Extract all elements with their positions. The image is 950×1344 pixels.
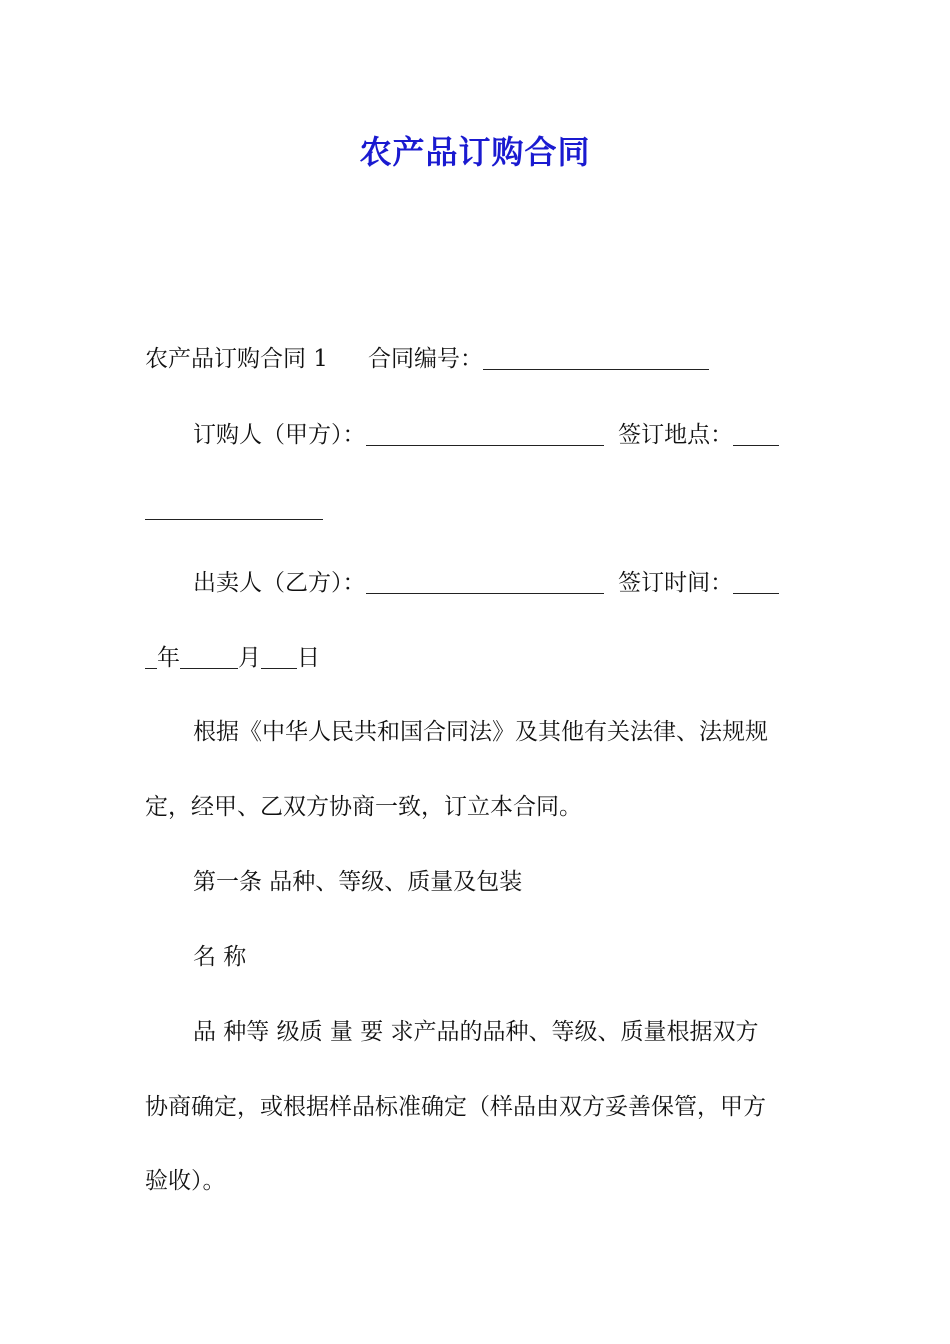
year-label: 年 [157, 645, 180, 671]
date-line [145, 641, 810, 675]
paragraph-1-line-2: 定，经甲、乙双方协商一致，订立本合同。 [145, 794, 582, 820]
seller-label: 出卖人（乙方）： [193, 570, 366, 596]
paragraph-1-line-1: 根据《中华人民共和国合同法》及其他有关法律、法规规 [193, 719, 768, 745]
name-label: 名 称 [193, 944, 247, 970]
month-blank [180, 646, 238, 669]
contract-heading: 农产品订购合同 1 [145, 346, 328, 372]
buyer-line [193, 418, 810, 452]
quality-line-2: 协商确定，或根据样品标准确定（样品由双方妥善保管，甲方 [145, 1094, 766, 1120]
day-blank [261, 646, 297, 669]
contract-number-label: 合同编号： [367, 346, 483, 372]
buyer-blank [366, 423, 604, 446]
sign-place-blank-2 [145, 497, 323, 520]
seller-blank [366, 571, 604, 594]
quality-line-3: 验收）。 [145, 1168, 226, 1194]
month-label: 月 [238, 645, 261, 671]
seller-line [193, 566, 810, 600]
sign-time-label: 签订时间： [618, 570, 734, 596]
quality-line-1: 品 种等 级质 量 要 求产品的品种、等级、质量根据双方 [193, 1019, 759, 1045]
sign-place-continuation [145, 492, 810, 526]
contract-number-blank [483, 347, 709, 370]
sign-place-blank-1 [733, 423, 779, 446]
sign-place-label: 签订地点： [618, 422, 734, 448]
article-1-heading: 第一条 品种、等级、质量及包装 [193, 869, 523, 895]
sign-time-blank-1 [733, 571, 779, 594]
document-title: 农产品订购合同 [359, 133, 591, 171]
year-blank [145, 646, 157, 669]
header-line [145, 342, 810, 376]
day-label: 日 [297, 645, 320, 671]
buyer-label: 订购人（甲方）： [193, 422, 366, 448]
